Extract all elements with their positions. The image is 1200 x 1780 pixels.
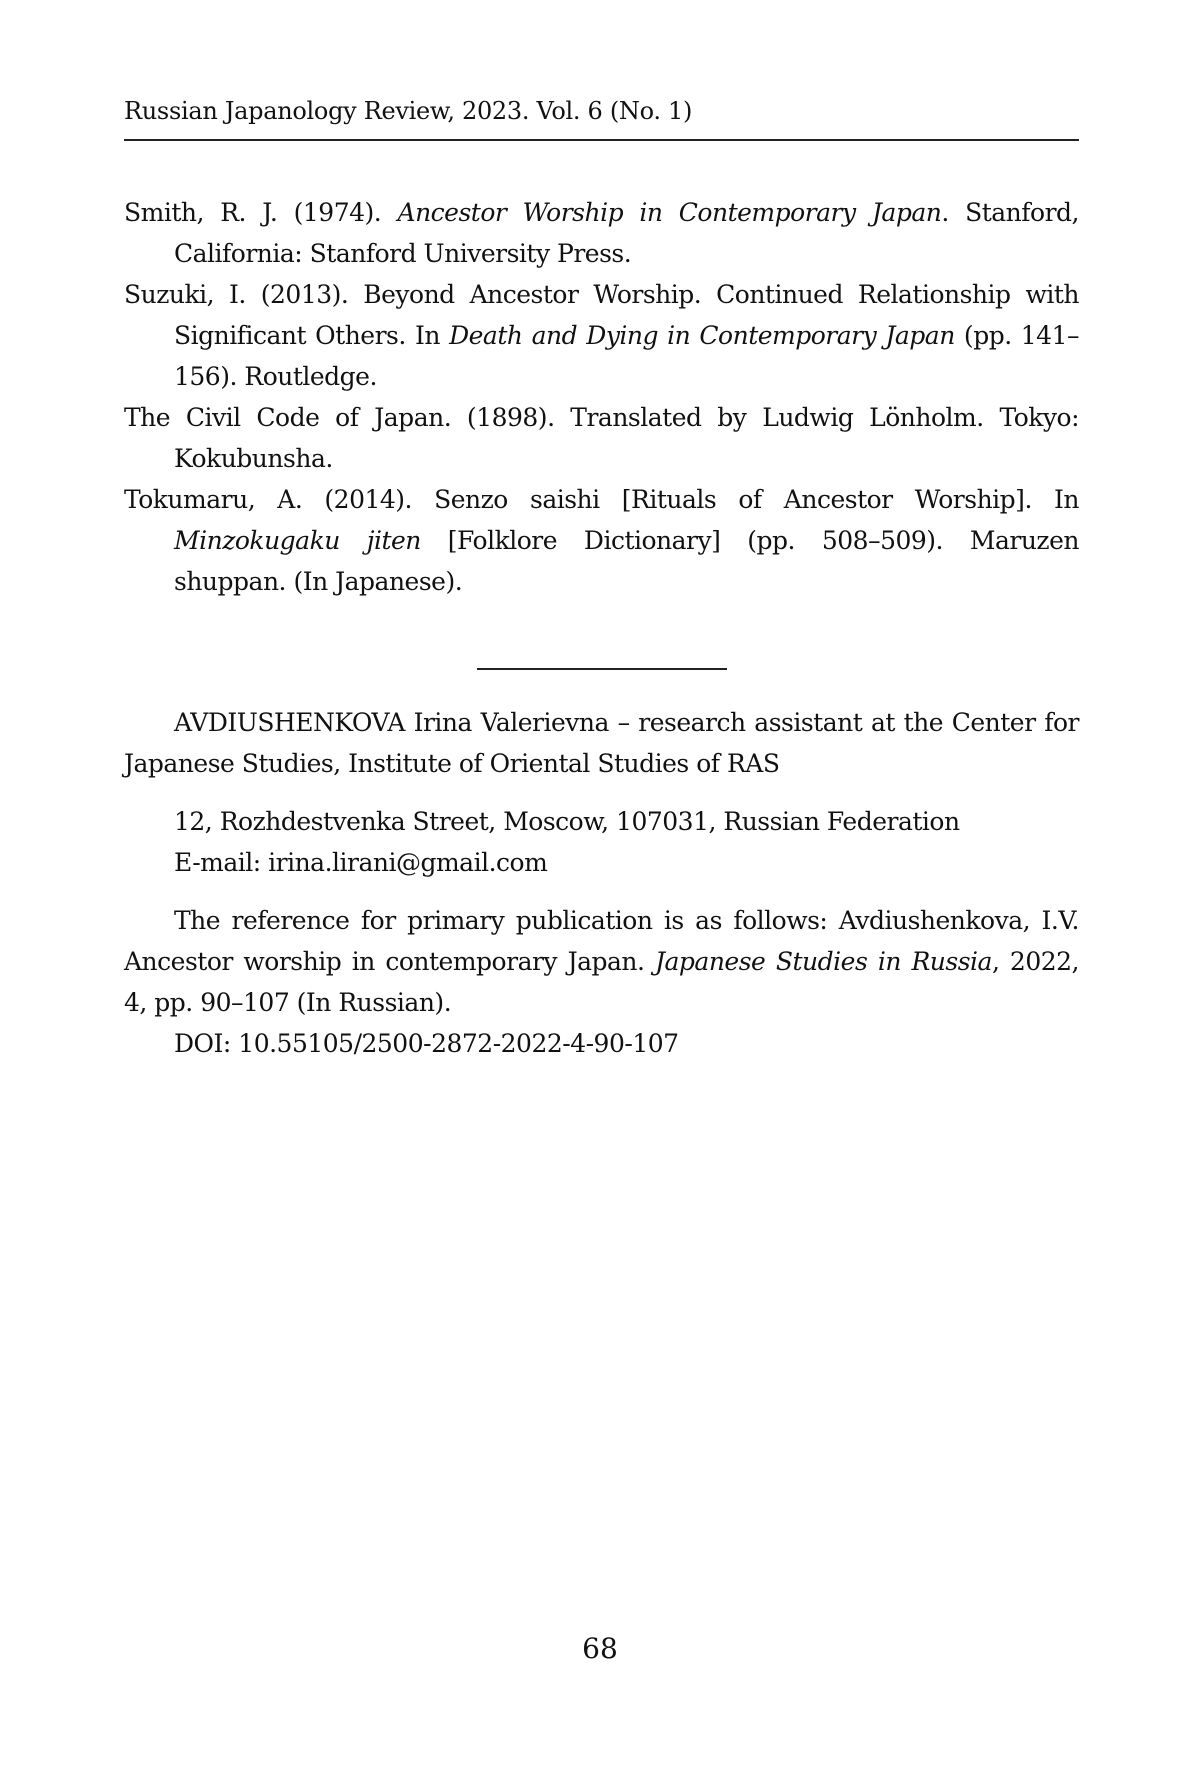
author-bio: AVDIUSHENKOVA Irina Valerievna – research assistant at the Center for Japanese Studies, Institute of Oriental Studies of RAS (124, 708, 1079, 778)
reference-text: Tokumaru, A. (2014). Senzo saishi [Rituals of Ancestor Worship]. In (124, 485, 1079, 514)
reference-text: (pp. 141–156). Routledge. (174, 321, 1079, 391)
reference-title: Death and Dying in Contemporary Japan (449, 321, 955, 350)
page-number: 68 (582, 1632, 618, 1665)
reference-list (124, 192, 1079, 602)
journal-title: Japanese Studies in Russia (655, 947, 992, 976)
author-info (124, 702, 1079, 1064)
running-header: Russian Japanology Review, 2023. Vol. 6 (No. 1) (124, 97, 693, 125)
section-separator (477, 668, 727, 670)
reference-title: Minzokugaku jiten (174, 526, 421, 555)
author-email: E-mail: irina.lirani@gmail.com (174, 848, 548, 877)
reference-title: Ancestor Worship in Contemporary Japan (397, 198, 942, 227)
publication-text: , 2022, 4, pp. 90–107 (In Russian). (124, 947, 1079, 1017)
header-rule (124, 139, 1079, 141)
publication-text: The reference for primary publication is as follows: Avdiushenkova, I.V. Ancestor worship in contemporary Japan. (124, 906, 1079, 976)
reference-entry (124, 397, 1079, 479)
reference-text: Suzuki, I. (2013). Beyond Ancestor Worship. Continued Relationship with Significant Others. In (124, 280, 1079, 350)
reference-text: [Folklore Dictionary] (pp. 508–509). Maruzen shuppan. (In Japanese). (174, 526, 1079, 596)
reference-entry (124, 274, 1079, 397)
reference-entry (124, 192, 1079, 274)
reference-text: Smith, R. J. (1974). (124, 198, 398, 227)
primary-publication-note (124, 900, 1079, 1023)
doi: DOI: 10.55105/2500-2872-2022-4-90-107 (174, 1029, 679, 1058)
contact-block (124, 801, 1079, 883)
reference-entry (124, 479, 1079, 602)
reference-text: . Stanford, California: Stanford University Press. (174, 198, 1079, 268)
reference-text: The Civil Code of Japan. (1898). Translated by Ludwig Lönholm. Tokyo: Kokubunsha. (124, 403, 1079, 473)
author-address: 12, Rozhdestvenka Street, Moscow, 107031, Russian Federation (174, 807, 960, 836)
